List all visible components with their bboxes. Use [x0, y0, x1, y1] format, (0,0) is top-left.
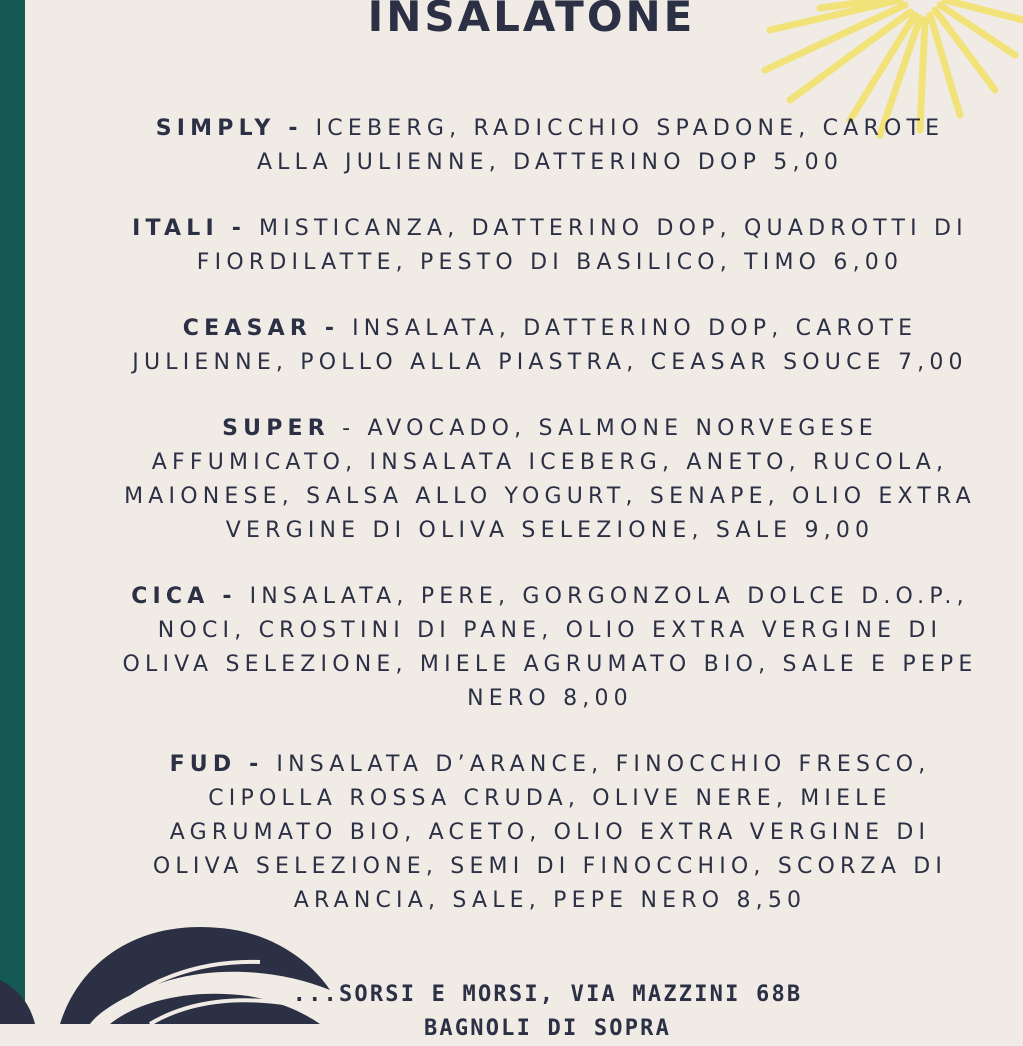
side-stripe: [0, 0, 25, 1024]
town-line: BAGNOLI DI SOPRA: [423, 1016, 672, 1041]
item-name: SIMPLY: [155, 116, 276, 141]
menu-list: [120, 112, 980, 950]
menu-item: [120, 412, 980, 548]
item-name: ITALI: [132, 216, 219, 241]
item-price: 6,00: [833, 250, 904, 275]
item-separator: -: [209, 584, 250, 609]
menu-item: [120, 212, 980, 280]
item-price: 8,00: [563, 686, 633, 711]
item-description: AVOCADO, SALMONE NORVEGESE AFFUMICATO, INSALATA ICEBERG, ANETO, RUCOLA, MAIONESE, SALSA ALLO YOGURT, SENAPE, OLIO EXTRA VERGINE DI OLIVA SELEZIONE, SALE: [124, 416, 976, 543]
menu-item: [120, 748, 980, 918]
menu-item: [120, 580, 980, 716]
item-name: FUD: [169, 752, 237, 777]
item-name: CICA: [131, 584, 210, 609]
item-price: 5,00: [773, 150, 844, 175]
item-separator: -: [329, 416, 368, 441]
menu-item: [120, 112, 980, 180]
page-title: INSALATONE: [367, 0, 696, 41]
item-description: INSALATA, PERE, GORGONZOLA DOLCE D.O.P., NOCI, CROSTINI DI PANE, OLIO EXTRA VERGINE DI OLIVA SELEZIONE, MIELE AGRUMATO BIO, SALE E PEPE NERO: [122, 584, 978, 711]
item-separator: -: [312, 316, 353, 341]
item-description: ICEBERG, RADICCHIO SPADONE, CAROTE ALLA JULIENNE, DATTERINO DOP: [256, 116, 945, 175]
address-footer: [0, 978, 1023, 1046]
item-price: 7,00: [897, 350, 968, 375]
item-name: CEASAR: [182, 316, 312, 341]
item-price: 8,50: [736, 888, 807, 913]
item-description: INSALATA, DATTERINO DOP, CAROTE JULIENNE, POLLO ALLA PIASTRA, CEASAR SOUCE: [132, 316, 918, 375]
address-line: ...SORSI E MORSI, VIA MAZZINI 68B: [292, 982, 803, 1007]
item-separator: -: [275, 116, 316, 141]
item-separator: -: [236, 752, 277, 777]
item-separator: -: [218, 216, 259, 241]
item-description: MISTICANZA, DATTERINO DOP, QUADROTTI DI FIORDILATTE, PESTO DI BASILICO, TIMO: [196, 216, 968, 275]
menu-item: [120, 312, 980, 380]
item-description: INSALATA D’ARANCE, FINOCCHIO FRESCO, CIPOLLA ROSSA CRUDA, OLIVE NERE, MIELE AGRUMATO BIO, ACETO, OLIO EXTRA VERGINE DI OLIVA SELEZIONE, SEMI DI FINOCCHIO, SCORZA DI ARANCIA, SALE, PEPE NERO: [152, 752, 948, 913]
item-price: 9,00: [804, 518, 875, 543]
item-name: SUPER: [222, 416, 330, 441]
